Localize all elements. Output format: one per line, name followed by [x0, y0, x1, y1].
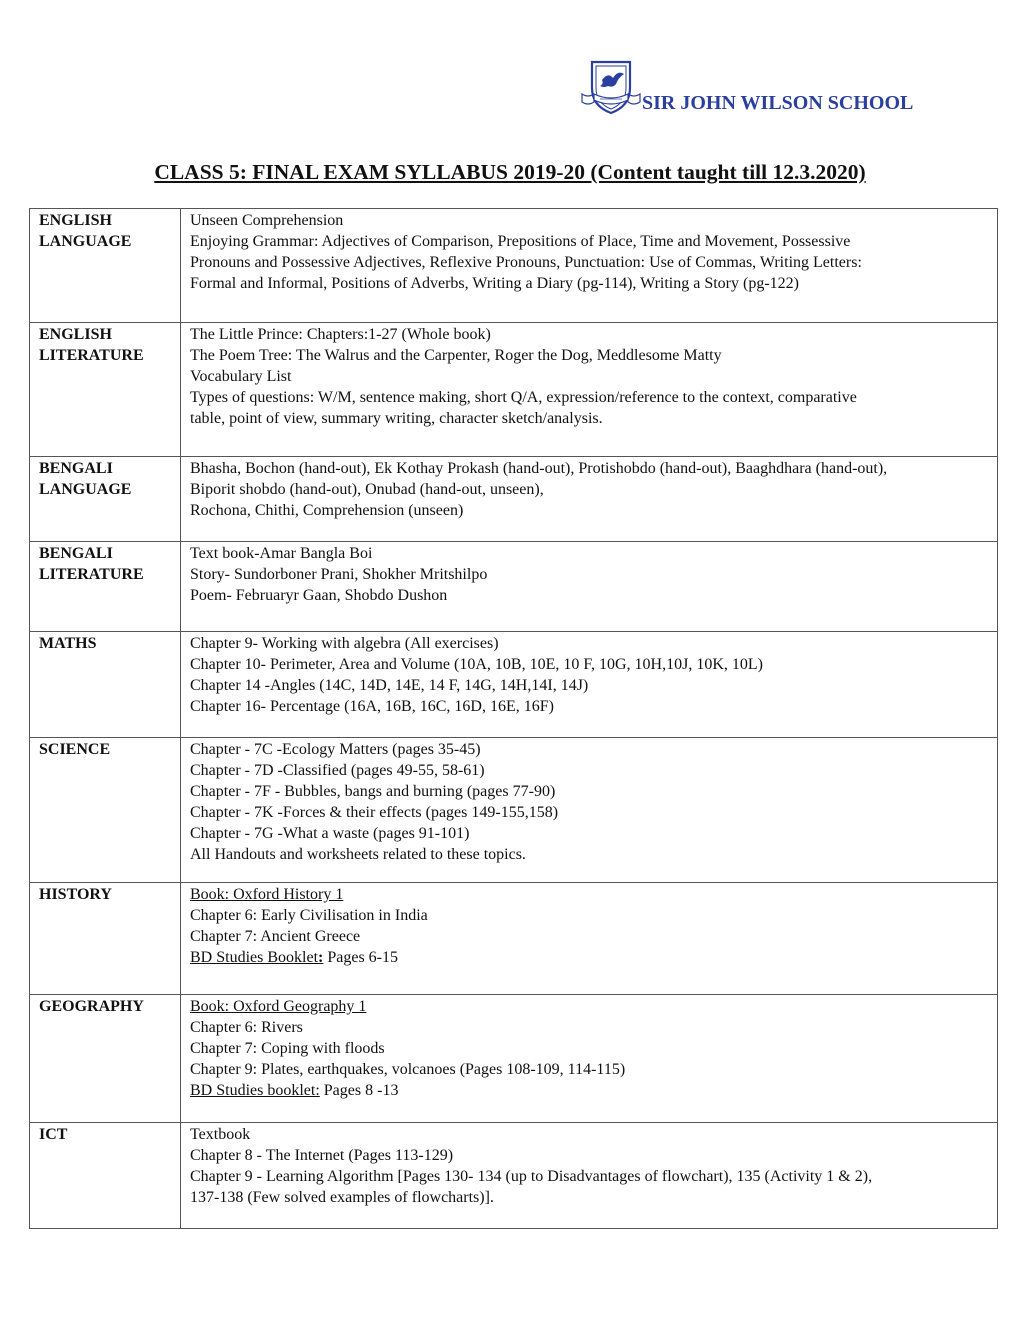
- content-cell: [181, 1123, 998, 1229]
- content-line: Chapter - 7D -Classified (pages 49-55, 58-61): [190, 762, 485, 779]
- subject-cell: [30, 883, 181, 995]
- content-line: The Poem Tree: The Walrus and the Carpenter, Roger the Dog, Meddlesome Matty: [190, 347, 722, 364]
- content-line: Chapter 16- Percentage (16A, 16B, 16C, 16D, 16E, 16F): [190, 698, 554, 715]
- content-line: Chapter 14 -Angles (14C, 14D, 14E, 14 F, 14G, 14H,14I, 14J): [190, 677, 589, 694]
- table-row: [30, 209, 998, 323]
- content-line: Chapter 10- Perimeter, Area and Volume (10A, 10B, 10E, 10 F, 10G, 10H,10J, 10K, 10L): [190, 656, 763, 673]
- content-line: Story- Sundorboner Prani, Shokher Mritshilpo: [190, 566, 488, 583]
- subject-cell: [30, 632, 181, 738]
- table-row: [30, 457, 998, 542]
- book-link: Book: Oxford Geography 1: [190, 998, 367, 1015]
- table-row: [30, 883, 998, 995]
- table-row: [30, 738, 998, 883]
- subject-label: BENGALI: [39, 460, 113, 477]
- content-cell: [181, 457, 998, 542]
- content-line: Textbook: [190, 1126, 251, 1143]
- content-cell: [181, 209, 998, 323]
- content-line: Biporit shobdo (hand-out), Onubad (hand-out, unseen),: [190, 481, 544, 498]
- table-row: [30, 323, 998, 457]
- table-row: [30, 995, 998, 1123]
- content-line: Chapter - 7G -What a waste (pages 91-101): [190, 825, 470, 842]
- content-line: Chapter 6: Rivers: [190, 1019, 303, 1036]
- booklet-link: BD Studies Booklet: [190, 949, 319, 966]
- table-row: [30, 632, 998, 738]
- table-row: [30, 542, 998, 632]
- table-row: [30, 1123, 998, 1229]
- content-line: Poem- Februaryr Gaan, Shobdo Dushon: [190, 587, 448, 604]
- content-line: Enjoying Grammar: Adjectives of Comparison, Prepositions of Place, Time and Movement, Possessive: [190, 233, 851, 250]
- content-line: Chapter - 7K -Forces & their effects (pages 149-155,158): [190, 804, 559, 821]
- content-cell: [181, 883, 998, 995]
- page-title: CLASS 5: FINAL EXAM SYLLABUS 2019-20 (Content taught till 12.3.2020): [154, 160, 866, 184]
- content-line: All Handouts and worksheets related to these topics.: [190, 846, 526, 863]
- subject-label: SCIENCE: [39, 741, 111, 758]
- subject-cell: [30, 542, 181, 632]
- syllabus-table-body: [30, 209, 998, 1229]
- content-line: Rochona, Chithi, Comprehension (unseen): [190, 502, 464, 519]
- school-crest-icon: [580, 58, 642, 116]
- content-line: The Little Prince: Chapters:1-27 (Whole book): [190, 326, 491, 343]
- content-line: Chapter 9- Working with algebra (All exercises): [190, 635, 499, 652]
- content-line: Chapter 9: Plates, earthquakes, volcanoes (Pages 108-109, 114-115): [190, 1061, 626, 1078]
- content-line: Text book-Amar Bangla Boi: [190, 545, 373, 562]
- subject-cell: [30, 995, 181, 1123]
- syllabus-table: [29, 208, 998, 1229]
- content-cell: [181, 632, 998, 738]
- subject-label: HISTORY: [39, 886, 112, 903]
- content-line: BD Studies booklet: Pages 8 -13: [190, 1082, 399, 1099]
- subject-label: BENGALI: [39, 545, 113, 562]
- content-line: Vocabulary List: [190, 368, 292, 385]
- subject-label: LANGUAGE: [39, 481, 132, 498]
- content-cell: [181, 738, 998, 883]
- school-name: SIR JOHN WILSON SCHOOL: [642, 92, 914, 114]
- content-line: Chapter 9 - Learning Algorithm [Pages 130- 134 (up to Disadvantages of flowchart), 135 (Activity 1 & 2),: [190, 1168, 873, 1185]
- content-line: table, point of view, summary writing, character sketch/analysis.: [190, 410, 603, 427]
- content-line: BD Studies Booklet: Pages 6-15: [190, 949, 398, 966]
- subject-label: LITERATURE: [39, 347, 144, 364]
- booklet-link: BD Studies booklet:: [190, 1082, 320, 1099]
- subject-cell: [30, 457, 181, 542]
- subject-label: GEOGRAPHY: [39, 998, 144, 1015]
- content-line: Bhasha, Bochon (hand-out), Ek Kothay Prokash (hand-out), Protishobdo (hand-out), Baaghdhara (hand-out),: [190, 460, 888, 477]
- content-line: 137-138 (Few solved examples of flowcharts)].: [190, 1189, 494, 1206]
- content-cell: [181, 995, 998, 1123]
- book-link: Book: Oxford History 1: [190, 886, 344, 903]
- subject-label: LANGUAGE: [39, 233, 132, 250]
- subject-label: ICT: [39, 1126, 68, 1143]
- subject-cell: [30, 209, 181, 323]
- content-line: Chapter 7: Ancient Greece: [190, 928, 361, 945]
- content-line: Chapter - 7F - Bubbles, bangs and burning (pages 77-90): [190, 783, 556, 800]
- subject-cell: [30, 323, 181, 457]
- content-line: Formal and Informal, Positions of Adverbs, Writing a Diary (pg-114), Writing a Story (pg-122): [190, 275, 799, 292]
- content-line: Chapter 6: Early Civilisation in India: [190, 907, 428, 924]
- subject-cell: [30, 738, 181, 883]
- booklet-colon: :: [318, 949, 324, 966]
- content-line: Unseen Comprehension: [190, 212, 344, 229]
- school-header: [580, 58, 980, 118]
- subject-label: LITERATURE: [39, 566, 144, 583]
- subject-label: ENGLISH: [39, 326, 112, 343]
- content-line: Types of questions: W/M, sentence making, short Q/A, expression/reference to the context, comparative: [190, 389, 857, 406]
- subject-cell: [30, 1123, 181, 1229]
- content-line: Pronouns and Possessive Adjectives, Reflexive Pronouns, Punctuation: Use of Commas, Writing Letters:: [190, 254, 862, 271]
- content-cell: [181, 542, 998, 632]
- content-cell: [181, 323, 998, 457]
- content-line: Chapter - 7C -Ecology Matters (pages 35-45): [190, 741, 481, 758]
- content-line: Chapter 7: Coping with floods: [190, 1040, 385, 1057]
- content-line: Chapter 8 - The Internet (Pages 113-129): [190, 1147, 454, 1164]
- subject-label: ENGLISH: [39, 212, 112, 229]
- subject-label: MATHS: [39, 635, 97, 652]
